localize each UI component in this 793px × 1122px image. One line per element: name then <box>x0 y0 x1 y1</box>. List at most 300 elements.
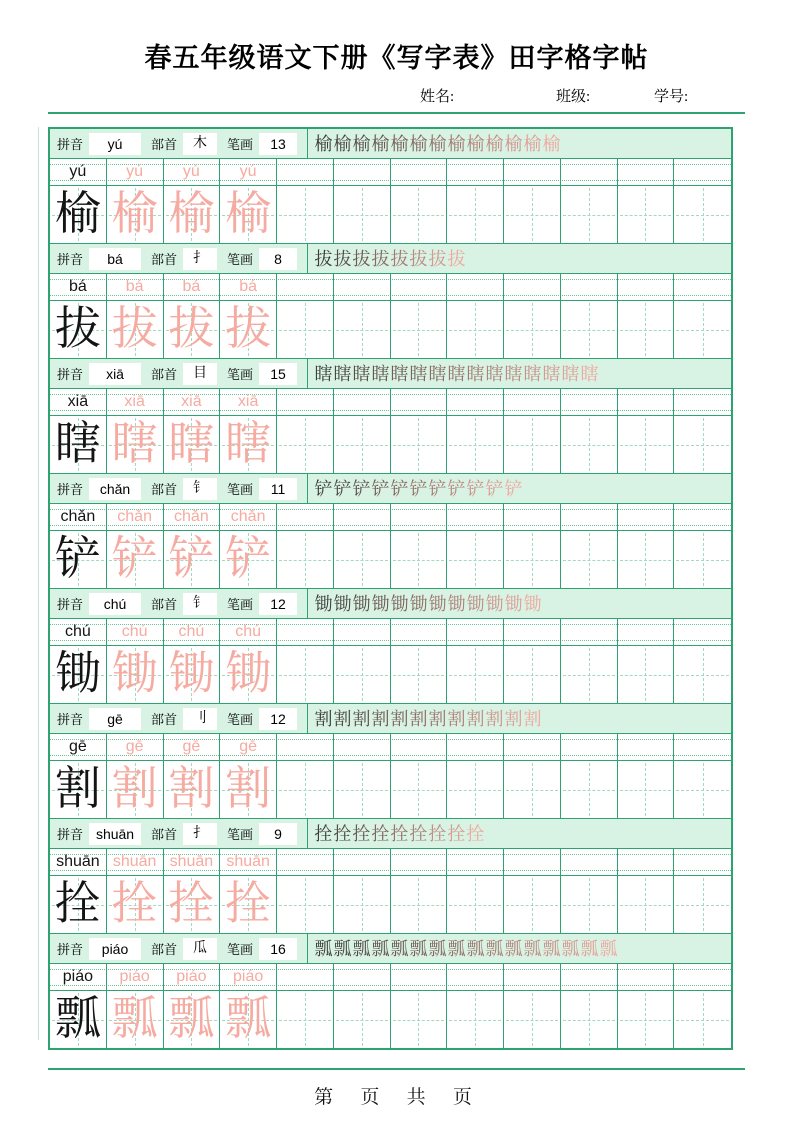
pinyin-cell: bá <box>220 274 277 300</box>
tian-zi-ge-cell <box>447 646 504 703</box>
tian-zi-ge-cell <box>50 416 107 473</box>
character-glyph: 割 <box>54 763 101 814</box>
header-divider <box>307 704 308 734</box>
stroke-order-diagram <box>314 364 731 384</box>
tian-zi-ge-cell <box>107 531 164 588</box>
pinyin-value: xiā <box>89 363 141 385</box>
stroke-order-step: 瞎 <box>352 363 371 384</box>
pinyin-row <box>50 849 731 876</box>
radical-label: 部首 <box>151 827 178 842</box>
radical-label: 部首 <box>151 137 178 152</box>
stroke-order-step: 榆 <box>466 133 485 154</box>
pinyin-cell: bá <box>164 274 221 300</box>
character-glyph: 铲 <box>225 533 272 584</box>
character-glyph: 锄 <box>225 648 272 699</box>
tian-zi-ge-cell <box>391 761 448 818</box>
pinyin-cell <box>334 504 391 530</box>
stroke-order-step: 锄 <box>371 593 390 614</box>
bottom-divider <box>48 1068 745 1070</box>
name-field-label: 姓名: <box>420 89 455 105</box>
pinyin-cell <box>674 849 731 875</box>
stroke-order-diagram <box>314 134 731 154</box>
pinyin-cell <box>391 964 448 990</box>
practice-grid <box>48 127 733 1050</box>
pinyin-cell: gē <box>220 734 277 760</box>
stroke-order-step: 榆 <box>371 133 390 154</box>
strokes-value: 8 <box>259 248 297 270</box>
pinyin-cell <box>447 964 504 990</box>
pinyin-cell <box>618 389 675 415</box>
pinyin-cell <box>334 159 391 185</box>
character-glyph: 瓢 <box>111 993 158 1044</box>
pinyin-cell <box>334 849 391 875</box>
tian-zi-ge-cell <box>504 876 561 933</box>
character-glyph: 拔 <box>168 303 215 354</box>
pinyin-value: chǎn <box>89 478 141 500</box>
pinyin-cell <box>277 504 334 530</box>
character-glyph: 瓢 <box>168 993 215 1044</box>
radical-value: 刂 <box>183 708 217 730</box>
tian-zi-ge-cell <box>164 186 221 243</box>
character-glyph: 拔 <box>111 303 158 354</box>
character-row <box>50 876 731 933</box>
tian-zi-ge-cell <box>447 761 504 818</box>
tian-zi-ge-cell <box>277 416 334 473</box>
tian-zi-ge-cell <box>334 761 391 818</box>
stroke-order-step: 铲 <box>333 478 352 499</box>
tian-zi-ge-cell <box>561 761 618 818</box>
tian-zi-ge-cell <box>674 991 731 1048</box>
pinyin-value: bá <box>89 248 141 270</box>
pinyin-cell <box>277 964 334 990</box>
radical-value: 木 <box>183 133 217 155</box>
block-header <box>50 244 731 274</box>
pinyin-cell: bá <box>50 274 107 300</box>
pinyin-cell <box>561 389 618 415</box>
pinyin-cell <box>561 964 618 990</box>
pinyin-cell <box>277 274 334 300</box>
tian-zi-ge-cell <box>391 301 448 358</box>
radical-value: 目 <box>183 363 217 385</box>
stroke-order-step: 瓢 <box>314 938 333 959</box>
pinyin-cell: piáo <box>220 964 277 990</box>
stroke-order-step: 瞎 <box>390 363 409 384</box>
pinyin-cell: shuān <box>220 849 277 875</box>
stroke-order-step: 瓢 <box>485 938 504 959</box>
pinyin-cell <box>277 389 334 415</box>
stroke-order-step: 锄 <box>333 593 352 614</box>
top-divider <box>48 112 745 114</box>
stroke-order-step: 瓢 <box>447 938 466 959</box>
tian-zi-ge-cell <box>107 186 164 243</box>
stroke-order-step: 锄 <box>409 593 428 614</box>
stroke-order-step: 割 <box>504 708 523 729</box>
tian-zi-ge-cell <box>618 646 675 703</box>
tian-zi-ge-cell <box>391 991 448 1048</box>
radical-value: 钅 <box>183 593 217 615</box>
tian-zi-ge-cell <box>334 531 391 588</box>
strokes-value: 13 <box>259 133 297 155</box>
character-glyph: 瓢 <box>225 993 272 1044</box>
pinyin-value: yú <box>89 133 141 155</box>
radical-label: 部首 <box>151 597 178 612</box>
tian-zi-ge-cell <box>504 991 561 1048</box>
pinyin-cell <box>391 849 448 875</box>
pinyin-cell <box>618 849 675 875</box>
pinyin-cell <box>618 504 675 530</box>
tian-zi-ge-cell <box>391 186 448 243</box>
stroke-order-step: 拴 <box>333 823 352 844</box>
tian-zi-ge-cell <box>561 186 618 243</box>
stroke-order-step: 割 <box>333 708 352 729</box>
tian-zi-ge-cell <box>447 876 504 933</box>
pinyin-label: 拼音 <box>57 942 84 957</box>
character-block-2 <box>50 244 731 359</box>
tian-zi-ge-cell <box>334 416 391 473</box>
pinyin-cell: yú <box>107 159 164 185</box>
stroke-order-step: 割 <box>485 708 504 729</box>
pinyin-row <box>50 504 731 531</box>
stroke-order-diagram <box>314 709 731 729</box>
tian-zi-ge-cell <box>107 416 164 473</box>
tian-zi-ge-cell <box>164 646 221 703</box>
character-glyph: 拴 <box>111 878 158 929</box>
tian-zi-ge-cell <box>164 991 221 1048</box>
tian-zi-ge-cell <box>50 761 107 818</box>
tian-zi-ge-cell <box>674 646 731 703</box>
stroke-order-step: 割 <box>466 708 485 729</box>
tian-zi-ge-cell <box>277 531 334 588</box>
tian-zi-ge-cell <box>334 186 391 243</box>
pinyin-cell <box>277 734 334 760</box>
pinyin-cell <box>618 619 675 645</box>
tian-zi-ge-cell <box>220 186 277 243</box>
pinyin-cell: gē <box>50 734 107 760</box>
pinyin-cell <box>334 734 391 760</box>
character-glyph: 锄 <box>168 648 215 699</box>
stroke-order-step: 锄 <box>390 593 409 614</box>
stroke-order-step: 瓢 <box>466 938 485 959</box>
stroke-order-step: 瓢 <box>333 938 352 959</box>
stroke-order-step: 割 <box>428 708 447 729</box>
pinyin-row <box>50 734 731 761</box>
pinyin-cell: gē <box>107 734 164 760</box>
stroke-order-step: 瞎 <box>523 363 542 384</box>
pinyin-cell <box>618 274 675 300</box>
student-id-field-label: 学号: <box>654 89 689 105</box>
stroke-order-step: 瓢 <box>352 938 371 959</box>
tian-zi-ge-cell <box>164 416 221 473</box>
pinyin-value: shuān <box>89 823 141 845</box>
radical-value: 瓜 <box>183 938 217 960</box>
block-header <box>50 704 731 734</box>
pinyin-cell: chú <box>220 619 277 645</box>
stroke-order-diagram <box>314 824 731 844</box>
stroke-order-step: 拴 <box>409 823 428 844</box>
tian-zi-ge-cell <box>561 301 618 358</box>
character-glyph: 铲 <box>168 533 215 584</box>
pinyin-cell: piáo <box>50 964 107 990</box>
tian-zi-ge-cell <box>447 416 504 473</box>
tian-zi-ge-cell <box>50 876 107 933</box>
pinyin-cell <box>447 159 504 185</box>
stroke-order-step: 拴 <box>447 823 466 844</box>
stroke-order-step: 割 <box>447 708 466 729</box>
tian-zi-ge-cell <box>504 761 561 818</box>
pinyin-cell <box>561 504 618 530</box>
tian-zi-ge-cell <box>334 301 391 358</box>
stroke-order-step: 割 <box>352 708 371 729</box>
strokes-label: 笔画 <box>227 712 254 727</box>
character-row <box>50 186 731 243</box>
pinyin-cell <box>391 274 448 300</box>
tian-zi-ge-cell <box>334 646 391 703</box>
strokes-label: 笔画 <box>227 827 254 842</box>
pinyin-cell: chú <box>107 619 164 645</box>
header-divider <box>307 244 308 274</box>
strokes-label: 笔画 <box>227 137 254 152</box>
pinyin-label: 拼音 <box>57 597 84 612</box>
stroke-order-step: 瓢 <box>504 938 523 959</box>
stroke-order-step: 锄 <box>352 593 371 614</box>
tian-zi-ge-cell <box>561 531 618 588</box>
tian-zi-ge-cell <box>447 301 504 358</box>
pinyin-cell <box>618 159 675 185</box>
tian-zi-ge-cell <box>618 186 675 243</box>
pinyin-row <box>50 274 731 301</box>
character-glyph: 拔 <box>54 303 101 354</box>
pinyin-cell <box>334 619 391 645</box>
tian-zi-ge-cell <box>561 646 618 703</box>
pinyin-cell: chǎn <box>164 504 221 530</box>
stroke-order-step: 割 <box>523 708 542 729</box>
tian-zi-ge-cell <box>504 416 561 473</box>
tian-zi-ge-cell <box>220 876 277 933</box>
tian-zi-ge-cell <box>618 876 675 933</box>
stroke-order-step: 拴 <box>428 823 447 844</box>
tian-zi-ge-cell <box>164 761 221 818</box>
stroke-order-step: 瞎 <box>466 363 485 384</box>
tian-zi-ge-cell <box>674 301 731 358</box>
pinyin-cell <box>391 504 448 530</box>
pinyin-cell: xiā <box>107 389 164 415</box>
tian-zi-ge-cell <box>447 991 504 1048</box>
block-header <box>50 359 731 389</box>
tian-zi-ge-cell <box>447 186 504 243</box>
strokes-label: 笔画 <box>227 482 254 497</box>
pinyin-value: chú <box>89 593 141 615</box>
pinyin-cell <box>391 159 448 185</box>
pinyin-label: 拼音 <box>57 137 84 152</box>
pinyin-cell <box>561 849 618 875</box>
stroke-order-step: 锄 <box>466 593 485 614</box>
pinyin-cell <box>674 504 731 530</box>
pinyin-cell: shuān <box>50 849 107 875</box>
pinyin-cell <box>504 389 561 415</box>
tian-zi-ge-cell <box>504 186 561 243</box>
stroke-order-step: 瞎 <box>428 363 447 384</box>
tian-zi-ge-cell <box>107 646 164 703</box>
pinyin-cell: piáo <box>107 964 164 990</box>
pinyin-cell <box>447 504 504 530</box>
tian-zi-ge-cell <box>504 301 561 358</box>
stroke-order-step: 瞎 <box>504 363 523 384</box>
pinyin-cell: xiā <box>164 389 221 415</box>
stroke-order-step: 瓢 <box>428 938 447 959</box>
tian-zi-ge-cell <box>618 761 675 818</box>
stroke-order-step: 瓢 <box>390 938 409 959</box>
stroke-order-step: 铲 <box>314 478 333 499</box>
pinyin-cell <box>504 964 561 990</box>
character-glyph: 割 <box>111 763 158 814</box>
stroke-order-step: 铲 <box>371 478 390 499</box>
tian-zi-ge-cell <box>50 301 107 358</box>
radical-label: 部首 <box>151 252 178 267</box>
stroke-order-step: 瞎 <box>561 363 580 384</box>
tian-zi-ge-cell <box>391 646 448 703</box>
character-block-7 <box>50 819 731 934</box>
character-glyph: 拔 <box>225 303 272 354</box>
strokes-label: 笔画 <box>227 597 254 612</box>
stroke-order-step: 瓢 <box>371 938 390 959</box>
tian-zi-ge-cell <box>561 991 618 1048</box>
pinyin-row <box>50 964 731 991</box>
stroke-order-step: 瞎 <box>314 363 333 384</box>
pinyin-row <box>50 389 731 416</box>
header-divider <box>307 474 308 504</box>
pinyin-cell <box>391 619 448 645</box>
stroke-order-step: 榆 <box>409 133 428 154</box>
character-row <box>50 646 731 703</box>
character-glyph: 瞎 <box>168 418 215 469</box>
pinyin-cell: bá <box>107 274 164 300</box>
strokes-label: 笔画 <box>227 942 254 957</box>
character-glyph: 拴 <box>168 878 215 929</box>
stroke-order-step: 榆 <box>314 133 333 154</box>
character-glyph: 榆 <box>168 188 215 239</box>
tian-zi-ge-cell <box>107 991 164 1048</box>
stroke-order-step: 拔 <box>409 248 428 269</box>
tian-zi-ge-cell <box>674 416 731 473</box>
stroke-order-step: 拔 <box>428 248 447 269</box>
pinyin-cell <box>504 619 561 645</box>
character-block-4 <box>50 474 731 589</box>
stroke-order-step: 瓢 <box>599 938 618 959</box>
stroke-order-step: 割 <box>409 708 428 729</box>
character-glyph: 榆 <box>111 188 158 239</box>
header-divider <box>307 934 308 964</box>
tian-zi-ge-cell <box>50 531 107 588</box>
pinyin-cell: xiā <box>50 389 107 415</box>
pinyin-cell: shuān <box>164 849 221 875</box>
student-info-row <box>0 85 793 105</box>
stroke-order-step: 瓢 <box>580 938 599 959</box>
pinyin-cell <box>504 504 561 530</box>
block-header <box>50 129 731 159</box>
pinyin-cell: piáo <box>164 964 221 990</box>
stroke-order-step: 铲 <box>409 478 428 499</box>
tian-zi-ge-cell <box>107 761 164 818</box>
tian-zi-ge-cell <box>220 416 277 473</box>
radical-label: 部首 <box>151 942 178 957</box>
stroke-order-diagram <box>314 249 731 269</box>
character-row <box>50 301 731 358</box>
stroke-order-diagram <box>314 479 731 499</box>
stroke-order-step: 拴 <box>371 823 390 844</box>
character-glyph: 拴 <box>54 878 101 929</box>
pinyin-cell <box>561 619 618 645</box>
stroke-order-step: 铲 <box>466 478 485 499</box>
stroke-order-step: 锄 <box>504 593 523 614</box>
pinyin-cell <box>334 274 391 300</box>
pinyin-cell: chǎn <box>220 504 277 530</box>
stroke-order-step: 铲 <box>390 478 409 499</box>
pinyin-cell <box>504 274 561 300</box>
character-row <box>50 991 731 1048</box>
stroke-order-step: 榆 <box>523 133 542 154</box>
stroke-order-step: 拴 <box>314 823 333 844</box>
stroke-order-step: 锄 <box>314 593 333 614</box>
page-title: 春五年级语文下册《写字表》田字格字帖 <box>144 43 649 73</box>
stroke-order-step: 榆 <box>542 133 561 154</box>
character-block-8 <box>50 934 731 1048</box>
strokes-value: 9 <box>259 823 297 845</box>
strokes-value: 16 <box>259 938 297 960</box>
pinyin-cell: xiā <box>220 389 277 415</box>
tian-zi-ge-cell <box>220 301 277 358</box>
stroke-order-step: 拴 <box>466 823 485 844</box>
tian-zi-ge-cell <box>277 991 334 1048</box>
stroke-order-step: 瓢 <box>523 938 542 959</box>
pinyin-cell: gē <box>164 734 221 760</box>
tian-zi-ge-cell <box>674 186 731 243</box>
pinyin-cell <box>447 389 504 415</box>
radical-label: 部首 <box>151 712 178 727</box>
pinyin-cell: yú <box>50 159 107 185</box>
tian-zi-ge-cell <box>447 531 504 588</box>
strokes-value: 12 <box>259 708 297 730</box>
tian-zi-ge-cell <box>50 646 107 703</box>
tian-zi-ge-cell <box>220 991 277 1048</box>
character-glyph: 瞎 <box>54 418 101 469</box>
pinyin-cell <box>334 964 391 990</box>
stroke-order-step: 瓢 <box>561 938 580 959</box>
pinyin-cell <box>391 389 448 415</box>
header-divider <box>307 359 308 389</box>
tian-zi-ge-cell <box>50 186 107 243</box>
tian-zi-ge-cell <box>674 761 731 818</box>
radical-label: 部首 <box>151 367 178 382</box>
character-glyph: 榆 <box>225 188 272 239</box>
stroke-order-step: 锄 <box>485 593 504 614</box>
tian-zi-ge-cell <box>277 186 334 243</box>
page-footer: 第 页 共 页 <box>314 1087 479 1108</box>
tian-zi-ge-cell <box>618 991 675 1048</box>
strokes-value: 12 <box>259 593 297 615</box>
tian-zi-ge-cell <box>334 876 391 933</box>
radical-value: 扌 <box>183 248 217 270</box>
pinyin-cell <box>618 964 675 990</box>
stroke-order-step: 锄 <box>447 593 466 614</box>
character-block-1 <box>50 129 731 244</box>
stroke-order-step: 割 <box>390 708 409 729</box>
tian-zi-ge-cell <box>504 531 561 588</box>
pinyin-cell <box>447 274 504 300</box>
pinyin-cell <box>674 734 731 760</box>
header-divider <box>307 819 308 849</box>
stroke-order-step: 榆 <box>352 133 371 154</box>
tian-zi-ge-cell <box>334 991 391 1048</box>
